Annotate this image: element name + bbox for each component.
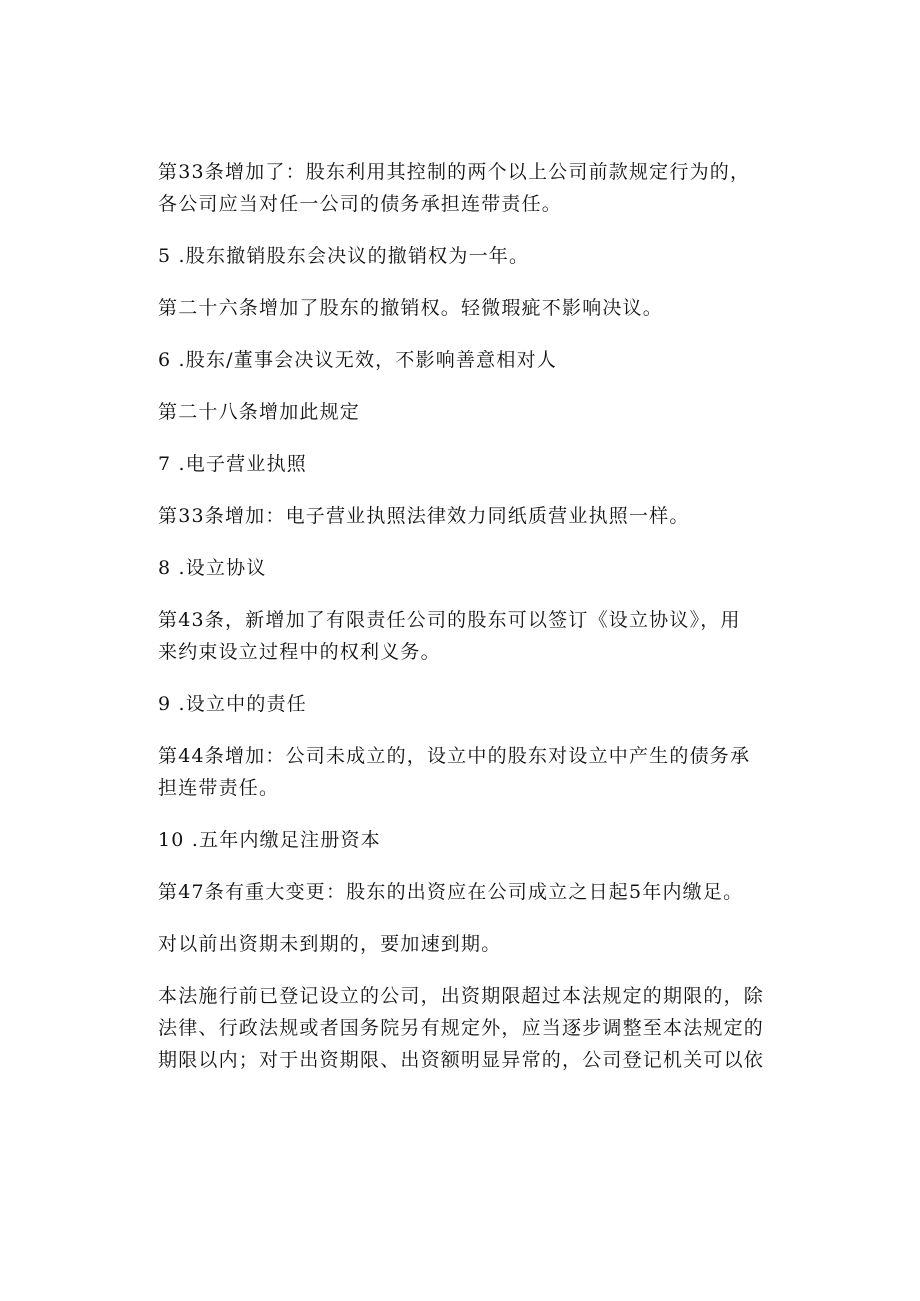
document-body [158, 156, 768, 1076]
paragraph-article-28 [158, 396, 768, 428]
section-heading-5 [158, 240, 768, 272]
paragraph-article-33-e-license [158, 500, 768, 532]
text-line: 第44条增加：公司未成立的，设立中的股东对设立中产生的债务承 [158, 745, 751, 767]
paragraph-article-33-joint-liability [158, 156, 768, 220]
text-line: 担连带责任。 [158, 777, 280, 799]
paragraph-article-43 [158, 604, 768, 668]
section-heading-8 [158, 552, 768, 584]
text-line: 期限以内；对于出资期限、出资额明显异常的，公司登记机关可以依 [158, 1049, 765, 1071]
text-line: 各公司应当对任一公司的债务承担连带责任。 [158, 193, 563, 215]
section-heading-9 [158, 688, 768, 720]
heading-text: 7 .电子营业执照 [158, 453, 307, 475]
section-heading-7 [158, 448, 768, 480]
heading-text: 10 .五年内缴足注册资本 [158, 829, 381, 851]
paragraph-transition-rule [158, 980, 768, 1076]
text-line: 第47条有重大变更：股东的出资应在公司成立之日起5年内缴足。 [158, 881, 744, 903]
text-line: 对以前出资期未到期的，要加速到期。 [158, 933, 502, 955]
text-line: 第二十八条增加此规定 [158, 401, 361, 423]
text-line: 第二十六条增加了股东的撤销权。轻微瑕疵不影响决议。 [158, 297, 664, 319]
text-line: 第43条，新增加了有限责任公司的股东可以签订《设立协议》，用 [158, 609, 741, 631]
paragraph-article-47 [158, 876, 768, 908]
text-line: 来约束设立过程中的权利义务。 [158, 641, 441, 663]
section-heading-10 [158, 824, 768, 856]
text-line: 第33条增加了：股东利用其控制的两个以上公司前款规定行为的， [158, 161, 751, 183]
paragraph-article-44 [158, 740, 768, 804]
text-line: 本法施行前已登记设立的公司，出资期限超过本法规定的期限的，除 [158, 985, 765, 1007]
heading-text: 6 .股东/董事会决议无效，不影响善意相对人 [158, 349, 557, 371]
section-heading-6 [158, 344, 768, 376]
text-line: 第33条增加：电子营业执照法律效力同纸质营业执照一样。 [158, 505, 690, 527]
text-line: 法律、行政法规或者国务院另有规定外，应当逐步调整至本法规定的 [158, 1017, 765, 1039]
heading-text: 9 .设立中的责任 [158, 693, 307, 715]
heading-text: 8 .设立协议 [158, 557, 267, 579]
paragraph-article-26 [158, 292, 768, 324]
paragraph-acceleration [158, 928, 768, 960]
heading-text: 5 .股东撤销股东会决议的撤销权为一年。 [158, 245, 530, 267]
